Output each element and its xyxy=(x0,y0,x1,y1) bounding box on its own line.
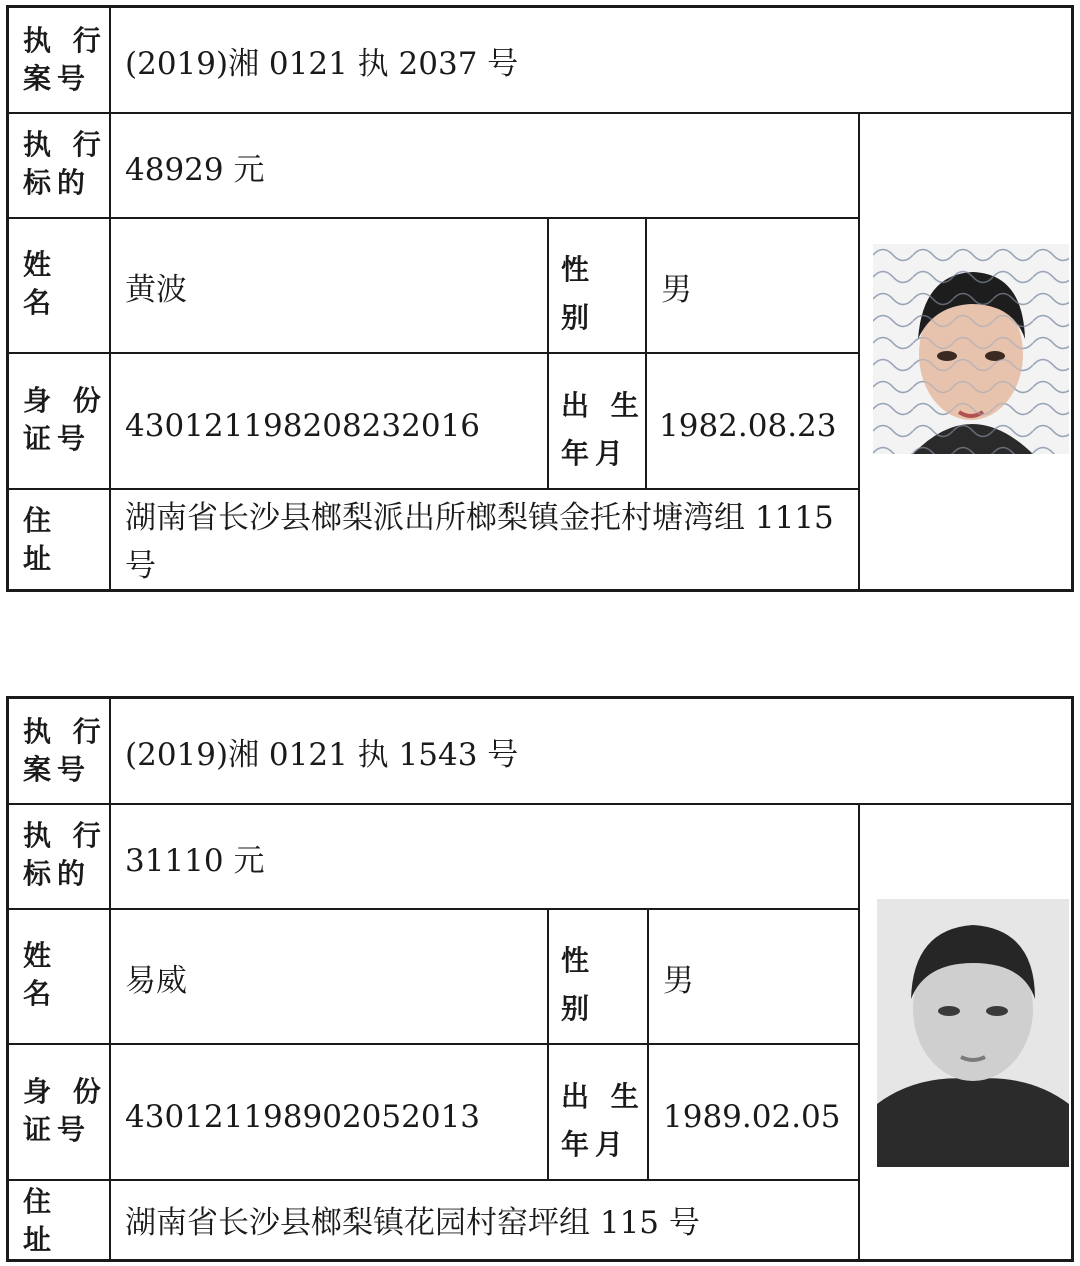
grid-line xyxy=(547,217,549,490)
label-line: 住 xyxy=(23,1185,58,1218)
address-value: 湖南省长沙县榔梨派出所榔梨镇金托村塘湾组 1115 号 xyxy=(125,500,834,584)
person-photo-icon xyxy=(873,244,1069,454)
grid-line xyxy=(547,908,549,1181)
id-number-value: 430121198208232016 xyxy=(125,408,481,444)
case-number-label xyxy=(23,22,107,98)
label-line: 身 份 xyxy=(23,1075,107,1108)
label-line: 标的 xyxy=(23,166,92,199)
case-number-value: (2019)湘 0121 执 1543 号 xyxy=(125,737,519,773)
label-line: 年月 xyxy=(561,437,630,470)
grid-line xyxy=(9,217,858,219)
person-photo-icon xyxy=(873,244,1069,454)
label-line: 执 行 xyxy=(23,715,107,748)
target-amount-value: 48929 元 xyxy=(125,152,265,188)
grid-line xyxy=(858,112,860,589)
grid-line xyxy=(9,908,858,910)
grid-line xyxy=(109,112,1071,114)
grid-line xyxy=(9,112,109,114)
gender-value: 男 xyxy=(661,272,692,308)
record-card-2 xyxy=(6,696,1074,1262)
label-line: 名 xyxy=(23,286,58,319)
name-value: 黄波 xyxy=(125,272,187,308)
label-line: 证号 xyxy=(23,422,92,455)
gender-value: 男 xyxy=(663,963,694,999)
target-amount-label xyxy=(23,126,107,202)
record-card-1 xyxy=(6,5,1074,592)
birth-value: 1989.02.05 xyxy=(663,1099,841,1135)
name-label xyxy=(23,246,57,322)
label-line: 执 行 xyxy=(23,24,107,57)
target-amount-value: 31110 元 xyxy=(125,843,265,879)
name-label xyxy=(23,937,57,1013)
case-number-value: (2019)湘 0121 执 2037 号 xyxy=(125,46,519,82)
label-line: 姓 xyxy=(23,248,58,281)
label-line: 证号 xyxy=(23,1113,92,1146)
gender-label xyxy=(561,246,595,342)
label-line: 姓 xyxy=(23,939,58,972)
birth-label xyxy=(561,382,645,478)
grid-line xyxy=(9,1179,858,1181)
label-line: 名 xyxy=(23,977,58,1010)
label-line: 年月 xyxy=(561,1128,630,1161)
grid-line xyxy=(858,803,860,1259)
label-line: 身 份 xyxy=(23,384,107,417)
id-number-label xyxy=(23,382,107,458)
grid-line xyxy=(9,352,858,354)
grid-line xyxy=(109,699,111,1259)
id-number-value: 430121198902052013 xyxy=(125,1099,481,1135)
label-line: 别 xyxy=(561,301,596,334)
label-line: 标的 xyxy=(23,857,92,890)
label-line: 执 行 xyxy=(23,128,107,161)
target-amount-label xyxy=(23,817,107,893)
label-line: 住 xyxy=(23,504,58,537)
case-number-label xyxy=(23,713,107,789)
grid-line xyxy=(109,8,111,589)
label-line: 址 xyxy=(23,1223,58,1256)
label-line: 执 行 xyxy=(23,819,107,852)
label-line: 出 生 xyxy=(561,1080,645,1113)
grid-line xyxy=(645,217,647,490)
birth-value: 1982.08.23 xyxy=(659,408,837,444)
label-line: 案号 xyxy=(23,753,92,786)
grid-line xyxy=(9,488,858,490)
label-line: 址 xyxy=(23,542,58,575)
grid-line xyxy=(9,1043,858,1045)
grid-line xyxy=(647,908,649,1181)
address-value: 湖南省长沙县榔梨镇花园村窑坪组 115 号 xyxy=(125,1205,700,1241)
label-line: 案号 xyxy=(23,62,92,95)
id-number-label xyxy=(23,1073,107,1149)
gender-label xyxy=(561,937,595,1033)
label-line: 别 xyxy=(561,992,596,1025)
label-line: 出 生 xyxy=(561,389,645,422)
label-line: 性 xyxy=(561,253,596,286)
label-line: 性 xyxy=(561,944,596,977)
grid-line xyxy=(9,803,1071,805)
address-label xyxy=(23,1183,57,1259)
person-photo-icon xyxy=(877,899,1069,1167)
birth-label xyxy=(561,1073,645,1169)
name-value: 易威 xyxy=(125,963,187,999)
address-label xyxy=(23,502,57,578)
person-photo-icon xyxy=(877,899,1069,1167)
